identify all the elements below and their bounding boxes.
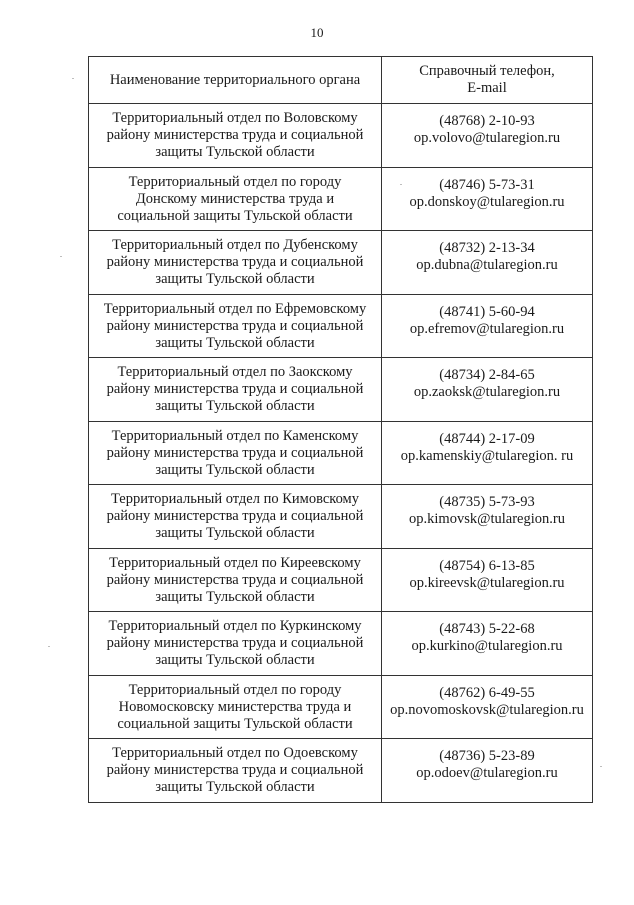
office-email[interactable]: op.odoev@tularegion.ru xyxy=(416,765,558,781)
office-name-line: Территориальный отдел по Заокскому xyxy=(117,364,353,380)
scan-speck: . xyxy=(400,178,402,187)
office-name-line: Территориальный отдел по Ефремовскому xyxy=(103,300,367,317)
office-name-line: Территориальный отдел по городу xyxy=(128,681,342,698)
scan-speck: . xyxy=(72,72,74,81)
office-name-line: защиты Тульской области xyxy=(155,398,315,414)
office-name-cell xyxy=(89,231,382,295)
office-email[interactable]: op.kurkino@tularegion.ru xyxy=(411,638,563,654)
office-phone: (48743) 5-22-68 xyxy=(439,621,535,637)
office-phone: (48762) 6-49-55 xyxy=(439,684,535,701)
office-name-line: защиты Тульской области xyxy=(155,334,315,351)
office-name-line: Новомосковску министерства труда и xyxy=(118,698,352,715)
office-email[interactable]: op.donskoy@tularegion.ru xyxy=(409,193,565,210)
office-name-line: району министерства труда и социальной xyxy=(106,571,364,588)
office-contact-cell xyxy=(382,421,593,485)
office-email[interactable]: op.novomoskovsk@tularegion.ru xyxy=(390,701,584,718)
office-name-line: району министерства труда и социальной xyxy=(106,635,364,651)
office-name-line: Территориальный отдел по Дубенскому xyxy=(112,237,358,253)
table-row xyxy=(89,167,593,231)
office-phone: (48746) 5-73-31 xyxy=(439,176,535,193)
office-contact-cell xyxy=(382,104,593,168)
office-name-line: Территориальный отдел по Куркинскому xyxy=(108,618,362,634)
office-name-line: району министерства труда и социальной xyxy=(106,127,364,143)
office-name-cell xyxy=(89,548,382,612)
office-name-line: защиты Тульской области xyxy=(155,271,315,287)
office-contact-cell xyxy=(382,612,593,676)
office-phone: (48732) 2-13-34 xyxy=(439,240,535,256)
office-name-line: району министерства труда и социальной xyxy=(106,444,364,461)
table-row xyxy=(89,739,593,803)
office-name-line: району министерства труда и социальной xyxy=(106,381,364,397)
office-phone: (48735) 5-73-93 xyxy=(439,494,535,510)
office-email[interactable]: op.kireevsk@tularegion.ru xyxy=(409,574,565,591)
territorial-offices-table xyxy=(88,56,593,803)
office-phone: (48736) 5-23-89 xyxy=(439,748,535,764)
office-name-line: защиты Тульской области xyxy=(155,525,315,541)
office-contact-cell xyxy=(382,675,593,739)
office-email[interactable]: op.kamenskiy@tularegion. ru xyxy=(400,447,574,464)
table-row xyxy=(89,675,593,739)
table-body xyxy=(89,104,593,803)
office-name-cell xyxy=(89,675,382,739)
office-phone: (48754) 6-13-85 xyxy=(439,557,535,574)
table-row xyxy=(89,548,593,612)
office-name-cell xyxy=(89,167,382,231)
office-name-line: району министерства труда и социальной xyxy=(106,762,364,778)
office-name-line: социальной защиты Тульской области xyxy=(117,715,353,732)
office-name-cell xyxy=(89,104,382,168)
office-phone: (48744) 2-17-09 xyxy=(439,430,535,447)
office-name-line: району министерства труда и социальной xyxy=(106,254,364,270)
office-phone: (48768) 2-10-93 xyxy=(439,113,535,129)
table-row xyxy=(89,231,593,295)
office-email[interactable]: op.dubna@tularegion.ru xyxy=(416,257,558,273)
office-phone: (48734) 2-84-65 xyxy=(439,367,535,383)
office-name-line: Территориальный отдел по городу xyxy=(128,173,342,190)
office-contact-cell xyxy=(382,485,593,549)
scan-speck: . xyxy=(48,640,50,649)
office-name-line: Территориальный отдел по Каменскому xyxy=(111,427,359,444)
page-number: 10 xyxy=(310,25,324,40)
office-name-line: Донскому министерства труда и xyxy=(135,190,335,207)
table-row xyxy=(89,358,593,422)
office-name-cell xyxy=(89,294,382,358)
table-row xyxy=(89,104,593,168)
table-row xyxy=(89,612,593,676)
office-contact-cell xyxy=(382,231,593,295)
office-contact-cell xyxy=(382,358,593,422)
office-name-line: защиты Тульской области xyxy=(155,652,315,668)
office-name-cell xyxy=(89,358,382,422)
header-contact-line1: Справочный телефон, xyxy=(419,63,555,79)
office-name-line: защиты Тульской области xyxy=(155,588,315,605)
office-contact-cell xyxy=(382,739,593,803)
office-name-cell xyxy=(89,739,382,803)
office-name-cell xyxy=(89,421,382,485)
office-name-line: Территориальный отдел по Одоевскому xyxy=(112,745,358,761)
office-name-line: социальной защиты Тульской области xyxy=(117,207,353,224)
table-header-row xyxy=(89,57,593,104)
table-row xyxy=(89,485,593,549)
office-name-line: защиты Тульской области xyxy=(155,779,315,795)
office-phone: (48741) 5-60-94 xyxy=(439,303,535,320)
office-contact-cell xyxy=(382,294,593,358)
office-contact-cell xyxy=(382,548,593,612)
office-email[interactable]: op.zaoksk@tularegion.ru xyxy=(413,384,561,400)
office-email[interactable]: op.kimovsk@tularegion.ru xyxy=(409,511,565,527)
office-name-line: району министерства труда и социальной xyxy=(106,508,364,524)
office-name-line: Территориальный отдел по Киреевскому xyxy=(109,554,361,571)
table-row xyxy=(89,421,593,485)
scan-speck: . xyxy=(600,760,602,769)
office-name-line: району министерства труда и социальной xyxy=(106,317,364,334)
office-email[interactable]: op.volovo@tularegion.ru xyxy=(413,130,561,146)
office-name-cell xyxy=(89,485,382,549)
header-name xyxy=(89,57,382,104)
scan-speck: . xyxy=(60,250,62,259)
office-name-line: защиты Тульской области xyxy=(155,461,315,478)
office-contact-cell xyxy=(382,167,593,231)
office-name-line: защиты Тульской области xyxy=(155,144,315,160)
office-name-line: Территориальный отдел по Воловскому xyxy=(112,110,358,126)
table-row xyxy=(89,294,593,358)
office-name-cell xyxy=(89,612,382,676)
office-name-line: Территориальный отдел по Кимовскому xyxy=(111,491,359,507)
header-name-text: Наименование территориального органа xyxy=(109,71,361,88)
office-email[interactable]: op.efremov@tularegion.ru xyxy=(409,320,565,337)
header-contact xyxy=(382,57,593,104)
header-contact-line2: E-mail xyxy=(467,80,507,96)
